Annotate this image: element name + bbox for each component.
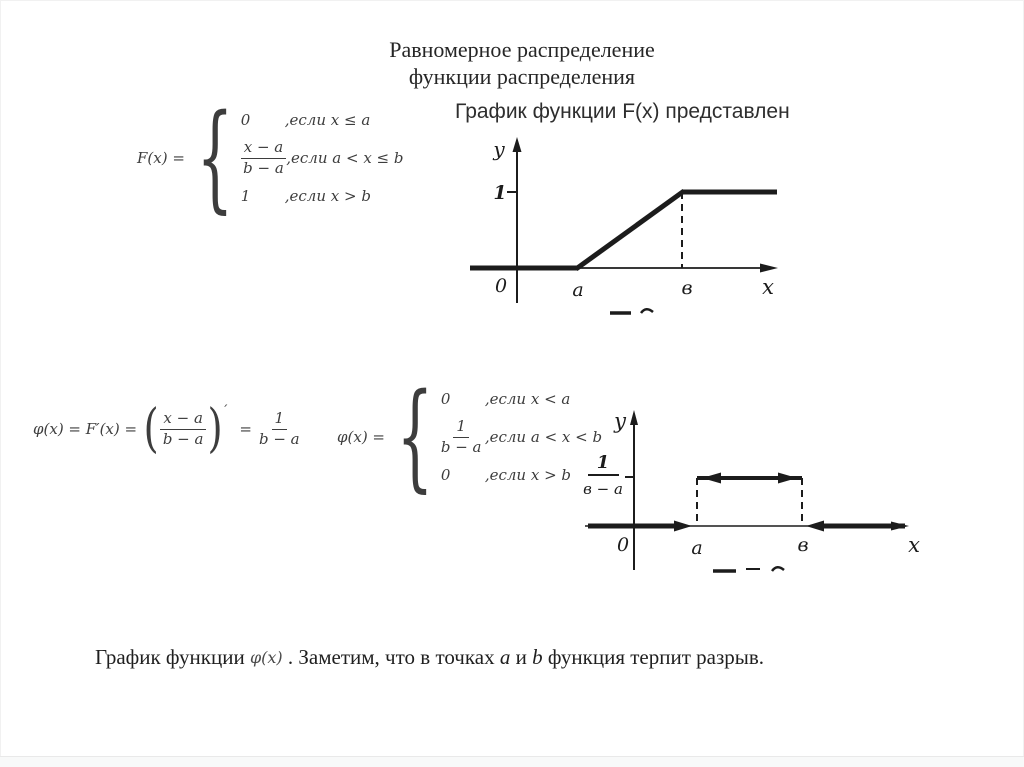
inline-phi-formula: φ(x): [249, 648, 283, 667]
cdf-case-1-cond: ,если x ≤ a: [284, 111, 371, 130]
bottom-strip: [0, 756, 1024, 767]
y-axis-arrow-icon: [513, 137, 522, 152]
close-paren: ): [207, 399, 223, 459]
cropped-caption-fragment: [641, 309, 653, 313]
cdf-case-1-value: 0: [240, 111, 251, 130]
fraction-numerator: 1: [272, 410, 288, 429]
fraction-numerator: x − a: [160, 410, 206, 429]
pdf-lhs: φ(x) =: [337, 428, 386, 446]
pdf-case-1-cond: ,если x < a: [484, 390, 571, 409]
arrow-left-icon: [806, 521, 824, 532]
b-label: в: [681, 277, 693, 299]
cdf-case-2-value: [241, 139, 287, 177]
a-label: a: [691, 537, 703, 559]
slide-title: [22, 36, 1022, 90]
cdf-case-3-value: 1: [240, 186, 251, 205]
cdf-case-3-cond: ,если x > b: [284, 186, 371, 205]
x-axis-arrow-icon: [760, 264, 778, 273]
footer-text-2: . Заметим, что в точках: [282, 645, 500, 669]
cdf-case-1: [241, 106, 404, 134]
footer-text-4: функция терпит разрыв.: [542, 645, 765, 669]
cdf-ramp-segment: [576, 191, 684, 269]
y-axis-label: y: [493, 137, 505, 161]
fraction-denominator: b − a: [258, 429, 300, 448]
derivative-lhs: φ(x) = F′(x) =: [33, 420, 138, 438]
cdf-graph: [455, 135, 795, 325]
left-brace: {: [396, 369, 434, 504]
subtitle: График функции F(x) представлен: [455, 100, 790, 123]
fraction-denominator: b − a: [243, 158, 284, 177]
fraction-numerator: 1: [453, 418, 469, 437]
arrow-right-icon: [778, 473, 797, 484]
cdf-piecewise-formula: [137, 90, 404, 225]
footer-text-1: График функции: [95, 645, 250, 669]
arrow-right-icon: [674, 521, 692, 532]
fraction: [441, 418, 482, 456]
fraction: [259, 410, 300, 448]
derivative-formula: [33, 400, 300, 458]
left-brace: {: [196, 90, 234, 225]
y-tick-denominator: в − a: [583, 480, 623, 498]
cdf-case-2: [241, 139, 404, 177]
y-tick-label: 1: [493, 182, 507, 204]
origin-label: 0: [494, 275, 508, 297]
x-axis-label: x: [908, 533, 920, 557]
b-label: в: [797, 534, 809, 556]
y-tick-numerator: 1: [596, 452, 610, 473]
fraction-denominator: b − a: [440, 437, 482, 456]
cdf-lhs: F(x) =: [137, 149, 185, 167]
footer-text-3: и: [510, 645, 533, 669]
cdf-case-2-cond: ,если a < x ≤ b: [286, 149, 404, 167]
pdf-graph: [575, 398, 935, 580]
pdf-case-2-value: [441, 418, 485, 456]
var-a: a: [499, 645, 511, 669]
a-label: a: [572, 279, 584, 301]
var-b: b: [532, 645, 543, 669]
cdf-case-3: [241, 182, 404, 210]
open-paren: (: [143, 399, 159, 459]
title-line-1: Равномерное распределение: [389, 37, 655, 62]
pdf-case-3-value: 0: [440, 465, 451, 484]
y-axis-label: y: [614, 409, 626, 433]
x-axis-label: x: [762, 275, 774, 299]
title-line-2: функции распределения: [408, 64, 636, 89]
fraction-denominator: b − a: [162, 429, 204, 448]
pdf-case-2-cond: ,если a < x < b: [484, 428, 603, 446]
y-axis-arrow-icon: [630, 410, 638, 425]
cdf-cases: [241, 106, 404, 210]
origin-label: 0: [616, 534, 630, 556]
pdf-case-1-value: 0: [440, 390, 451, 409]
footer-note: [95, 645, 764, 670]
cropped-caption-fragment: [772, 567, 784, 571]
fraction: [241, 139, 287, 177]
equals-sign: =: [239, 420, 252, 438]
prime-mark: ′: [224, 403, 228, 419]
fraction: [160, 410, 206, 448]
pdf-case-3-cond: ,если x > b: [484, 465, 572, 484]
fraction-numerator: x − a: [241, 139, 287, 158]
arrow-left-icon: [702, 473, 721, 484]
